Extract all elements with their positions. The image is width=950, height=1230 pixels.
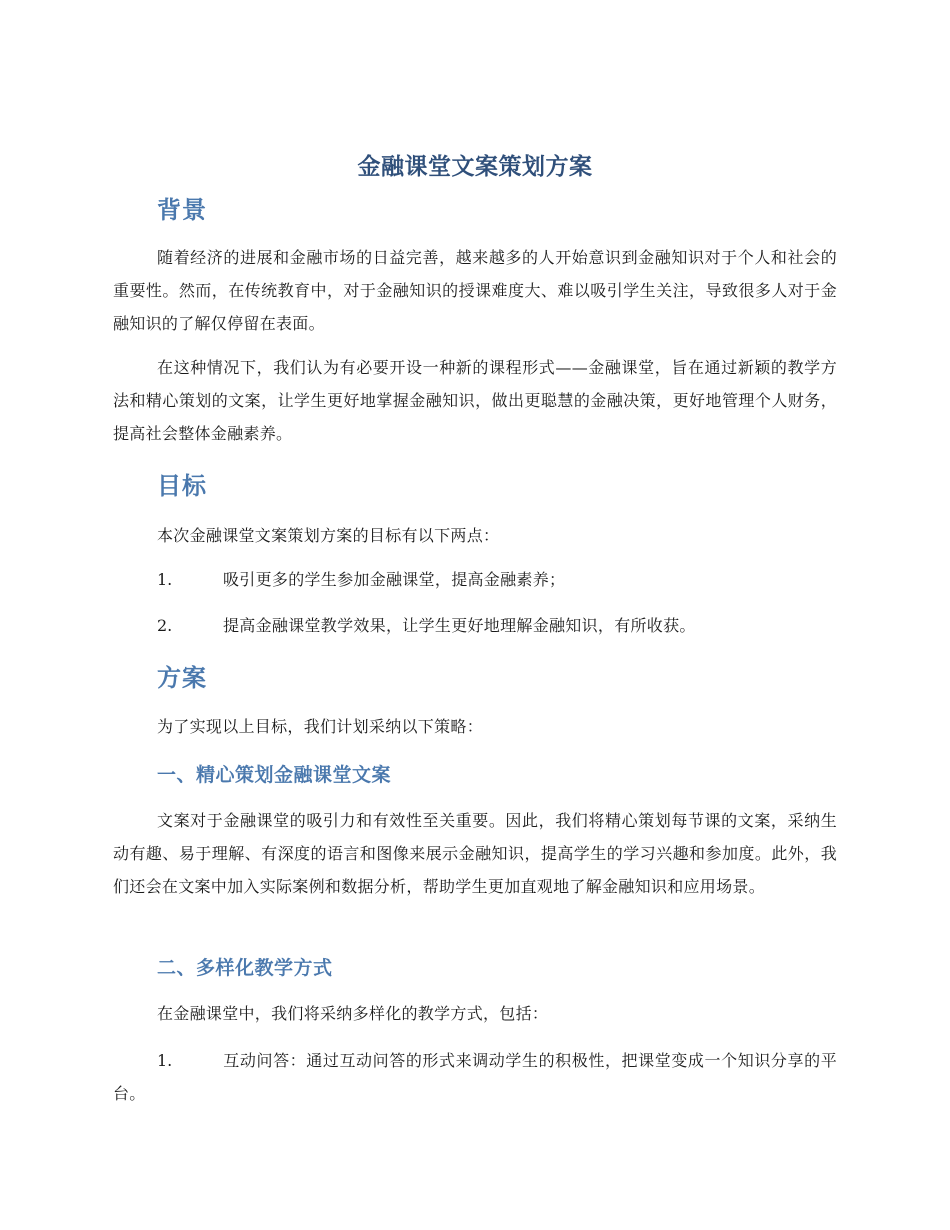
subheading-teaching-methods: 二、多样化教学方式 xyxy=(157,957,333,979)
goals-intro: 本次金融课堂文案策划方案的目标有以下两点： xyxy=(157,526,500,545)
goals-item-2-number: 2. xyxy=(157,616,173,635)
heading-background: 背景 xyxy=(157,196,207,224)
teaching-methods-intro: 在金融课堂中，我们将采纳多样化的教学方式，包括： xyxy=(157,1004,549,1023)
goals-item-1-number: 1. xyxy=(157,570,173,589)
teaching-methods-item-1 xyxy=(113,1044,837,1110)
heading-goals: 目标 xyxy=(157,472,207,500)
subheading-copywriting: 一、精心策划金融课堂文案 xyxy=(157,764,392,786)
goals-item-1-text: 吸引更多的学生参加金融课堂，提高金融素养； xyxy=(223,570,566,589)
plan-intro: 为了实现以上目标，我们计划采纳以下策略： xyxy=(157,717,484,736)
copywriting-paragraph: 文案对于金融课堂的吸引力和有效性至关重要。因此，我们将精心策划每节课的文案，采纳生动有趣、易于理解、有深度的语言和图像来展示金融知识，提高学生的学习兴趣和参加度。此外，我们还会在文案中加入实际案例和数据分析，帮助学生更加直观地了解金融知识和应用场景。 xyxy=(113,811,837,896)
background-paragraph-2: 在这种情况下，我们认为有必要开设一种新的课程形式——金融课堂，旨在通过新颖的教学方法和精心策划的文案，让学生更好地掌握金融知识，做出更聪慧的金融决策，更好地管理个人财务，提高社会整体金融素养。 xyxy=(113,358,837,443)
document-title: 金融课堂文案策划方案 xyxy=(357,154,593,180)
background-paragraph-1: 随着经济的进展和金融市场的日益完善，越来越多的人开始意识到金融知识对于个人和社会的重要性。然而，在传统教育中，对于金融知识的授课难度大、难以吸引学生关注，导致很多人对于金融知识的了解仅停留在表面。 xyxy=(113,248,837,333)
teaching-methods-item-1-number: 1. xyxy=(157,1051,173,1070)
teaching-methods-item-1-text: 互动问答：通过互动问答的形式来调动学生的积极性，把课堂变成一个知识分享的平台。 xyxy=(113,1051,837,1103)
heading-plan: 方案 xyxy=(157,664,207,692)
goals-item-2-text: 提高金融课堂教学效果，让学生更好地理解金融知识，有所收获。 xyxy=(223,616,696,635)
